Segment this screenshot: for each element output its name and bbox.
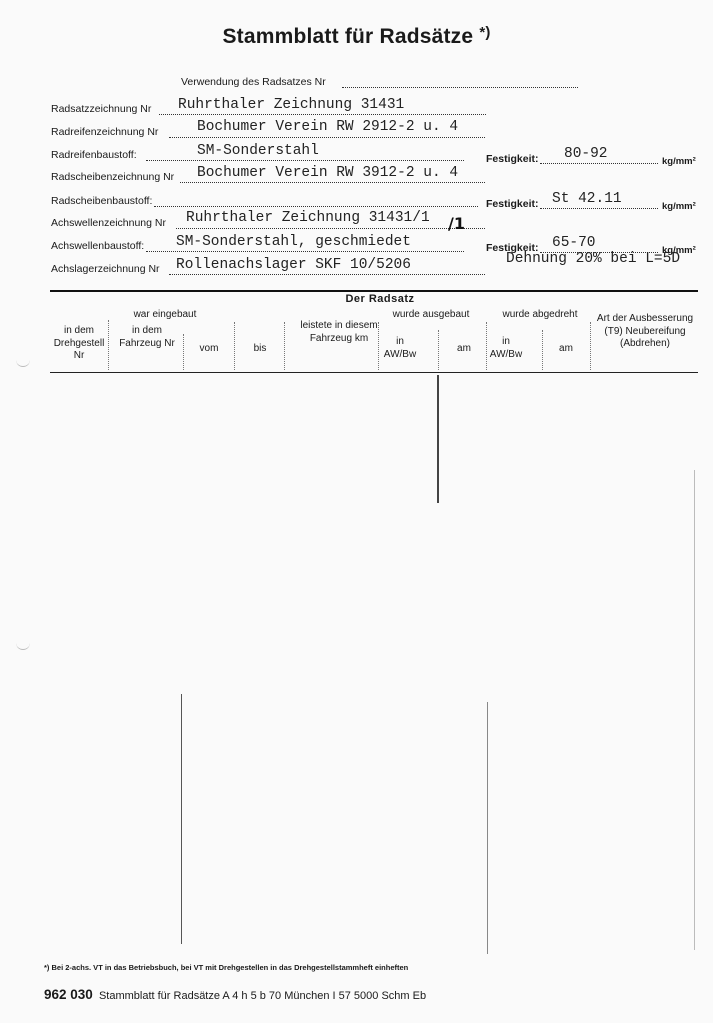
radreifen-baustoff-line (146, 160, 464, 161)
col-divider (183, 334, 184, 370)
punch-hole-mark (16, 360, 30, 367)
radreifen-festigkeit-unit: kg/mm² (662, 156, 696, 167)
achswellen-zeichnung-line (176, 228, 485, 229)
radscheiben-baustoff-field[interactable] (154, 206, 478, 207)
col-ausgebaut-in: in AW/Bw (383, 336, 417, 360)
col-fahrzeug: in dem Fahrzeug Nr (119, 325, 175, 349)
form-number-line (44, 987, 426, 1002)
radscheiben-zeichnung-line (180, 182, 485, 183)
col-divider (108, 320, 109, 370)
radreifen-baustoff-value[interactable]: SM-Sonderstahl (197, 143, 319, 159)
achswellen-festigkeit-label: Festigkeit: (486, 242, 539, 254)
radsatz-line (159, 114, 486, 115)
achswellen-dehnung-value[interactable]: Dehnung 20% bei L=5D (506, 251, 681, 267)
col-ausgebaut-am: am (457, 343, 471, 354)
radreifen-baustoff-label: Radreifenbaustoff: (51, 149, 137, 161)
achswellen-festigkeit-value[interactable]: 65-70 (552, 235, 596, 251)
radscheiben-zeichnung-label: Radscheibenzeichnung Nr (51, 171, 175, 183)
radreifen-festigkeit-value[interactable]: 80-92 (564, 146, 608, 162)
achslager-label: Achslagerzeichnung Nr (51, 263, 160, 275)
radscheiben-festigkeit-value[interactable]: St 42.11 (552, 191, 622, 207)
footnote: *) Bei 2-achs. VT in das Betriebsbuch, bei VT mit Drehgestellen in das Drehgestellstammheft einheften (44, 963, 409, 972)
body-line (694, 470, 695, 950)
table-top-rule (50, 290, 698, 292)
achslager-value[interactable]: Rollenachslager SKF 10/5206 (176, 257, 411, 273)
col-divider (378, 322, 379, 370)
title-footnote-mark: *) (479, 24, 491, 41)
radscheiben-zeichnung-value[interactable]: Bochumer Verein RW 3912-2 u. 4 (197, 165, 459, 181)
radscheiben-baustoff-label: Radscheibenbaustoff: (51, 195, 153, 207)
col-art-der-ausbesserung: Art der Ausbesserung (T9) Neubereifung (Abdrehen) (596, 313, 694, 349)
col-divider (590, 322, 591, 370)
col-bis: bis (253, 343, 267, 354)
radreifen-zeichnung-label: Radreifenzeichnung Nr (51, 126, 159, 138)
radsatz-label: Radsatzzeichnung Nr (51, 103, 152, 115)
table-header-rule (50, 372, 698, 373)
radreifen-zeichnung-value[interactable]: Bochumer Verein RW 2912-2 u. 4 (197, 119, 459, 135)
verwendung-label: Verwendung des Radsatzes Nr (181, 76, 326, 88)
radreifen-zeichnung-line (169, 137, 485, 138)
achswellen-baustoff-line (146, 251, 464, 252)
achswellen-handwritten-note: /1 (448, 214, 465, 233)
col-divider (486, 322, 487, 370)
achswellen-zeichnung-value[interactable]: Ruhrthaler Zeichnung 31431/1 (186, 210, 430, 226)
radsatz-value[interactable]: Ruhrthaler Zeichnung 31431 (178, 97, 405, 113)
achswellen-baustoff-value[interactable]: SM-Sonderstahl, geschmiedet (176, 234, 411, 250)
body-line (487, 702, 488, 954)
radscheiben-festigkeit-line (540, 208, 658, 209)
body-line (181, 694, 182, 944)
radscheiben-festigkeit-label: Festigkeit: (486, 198, 539, 210)
achswellen-baustoff-label: Achswellenbaustoff: (51, 240, 145, 252)
group-eingebaut: war eingebaut (133, 309, 197, 320)
achslager-line (169, 274, 485, 275)
col-abgedreht-am: am (559, 343, 573, 354)
page-title: Stammblatt für Radsätze *) (222, 24, 491, 48)
col-drehgestell: in dem Drehgestell Nr (53, 325, 105, 361)
col-leistete: leistete in diesem Fahrzeug km (300, 320, 378, 344)
table-heading: Der Radsatz (345, 293, 415, 305)
radscheiben-festigkeit-unit: kg/mm² (662, 201, 696, 212)
group-abgedreht: wurde abgedreht (502, 309, 578, 320)
col-abgedreht-in: in AW/Bw (489, 336, 523, 360)
col-divider (438, 330, 439, 370)
punch-hole-mark (16, 643, 30, 650)
col-divider (542, 330, 543, 370)
form-text: Stammblatt für Radsätze A 4 h 5 b 70 München I 57 5000 Schm Eb (98, 990, 427, 1002)
achswellen-zeichnung-label: Achswellenzeichnung Nr (51, 217, 166, 229)
group-ausgebaut: wurde ausgebaut (392, 309, 470, 320)
verwendung-field[interactable] (342, 87, 578, 88)
radreifen-festigkeit-label: Festigkeit: (486, 153, 539, 165)
col-divider (234, 322, 235, 370)
body-line (437, 375, 439, 503)
col-vom: vom (199, 343, 219, 354)
radreifen-festigkeit-line (540, 163, 658, 164)
col-divider (284, 322, 285, 370)
achswellen-festigkeit-unit: kg/mm² (662, 245, 696, 256)
form-number: 962 030 (44, 987, 93, 1002)
